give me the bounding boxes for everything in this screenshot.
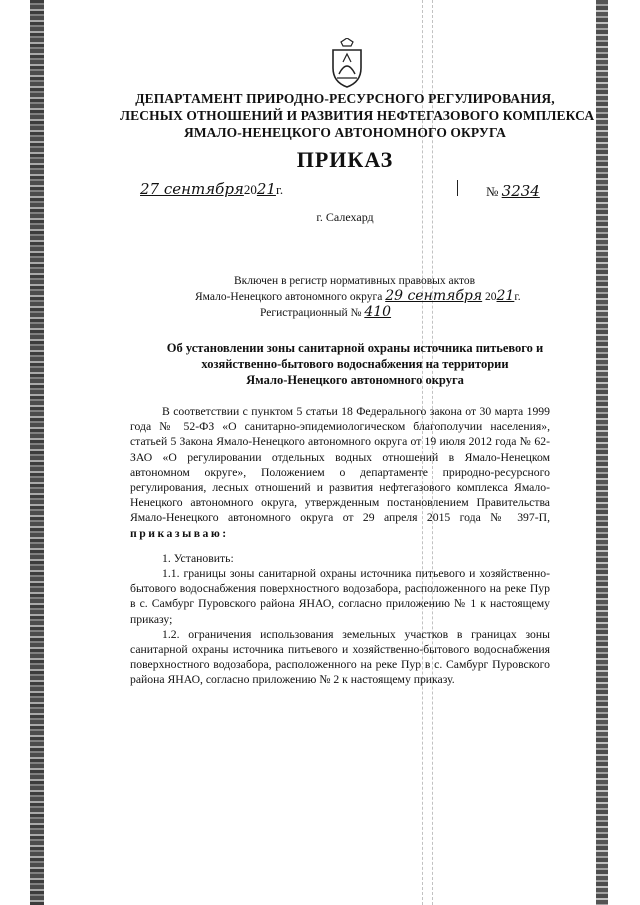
preamble-text: В соответствии с пунктом 5 статьи 18 Федерального закона от 30 марта 1999 года № 52-ФЗ «О санитарно-эпидемиологическом благополучии населения», статьей 5 Закона Ямало-Ненецкого автономного округа от 19 июля 2012 года № 62-ЗАО «О регулировании отдельных водных отношений в Ямало-Ненецком автономном округе», Положением о департаменте природно-ресурсного регулирования, лесных отношений и развития нефтегазового комплекса Ямало-Ненецкого автономного округа, утвержденным постановлением Правительства Ямало-Ненецкого автономного округа от 29 апреля 2015 года № 397-П, bbox=[130, 405, 550, 525]
scan-edge-right bbox=[596, 0, 608, 905]
order-item: 1.2. ограничения использования земельных участков в границах зоны санитарной охраны источника питьевого и хозяйственно-бытового водоснабжения поверхностного водозабора, расположенного на реке Пур в с. Самбург Пуровского района ЯНАО, согласно приложению № 2 к настоящему приказу. bbox=[130, 627, 550, 687]
preamble-paragraph bbox=[130, 404, 550, 541]
coat-of-arms-icon bbox=[327, 38, 367, 88]
department-line: ЯМАЛО-НЕНЕЦКОГО АВТОНОМНОГО ОКРУГА bbox=[183, 125, 507, 140]
registry-line-2-prefix: Ямало-Ненецкого автономного округа bbox=[195, 291, 383, 303]
order-date-year: 21 bbox=[256, 180, 276, 198]
order-item: 1.1. границы зоны санитарной охраны источника питьевого и хозяйственно-бытового водоснабжения поверхностного водозабора, расположенного на реке Пур в с. Самбург Пуровского района ЯНАО, согласно приложению № 1 к настоящему приказу; bbox=[130, 567, 550, 626]
order-number-label: № bbox=[486, 184, 499, 199]
registry-line-2 bbox=[170, 288, 521, 305]
order-date-handwritten: 27 сентября bbox=[140, 180, 244, 198]
order-item: 1. Установить: bbox=[162, 551, 234, 565]
registry-stamp bbox=[170, 274, 521, 321]
registry-date: 29 сентября bbox=[385, 288, 483, 304]
subject-line: Ямало-Ненецкого автономного округа bbox=[246, 373, 464, 387]
registry-year: 21 bbox=[496, 288, 515, 304]
order-date bbox=[140, 180, 283, 198]
margin-mark bbox=[457, 180, 458, 196]
registry-number-label: Регистрационный № bbox=[260, 307, 362, 319]
orders-word: приказываю: bbox=[130, 526, 229, 540]
document-type-title: ПРИКАЗ bbox=[296, 147, 394, 172]
city: г. Салехард bbox=[316, 210, 374, 224]
order-number-value: 3234 bbox=[501, 182, 540, 200]
registry-number: 410 bbox=[364, 304, 392, 320]
department-name bbox=[120, 90, 595, 141]
registry-year-prefix: 20 bbox=[485, 291, 497, 303]
subject-line: Об установлении зоны санитарной охраны источника питьевого и bbox=[166, 341, 544, 355]
registry-line-1: Включен в регистр нормативных правовых актов bbox=[234, 275, 476, 287]
order-number bbox=[486, 182, 540, 200]
order-subject bbox=[150, 340, 560, 388]
scan-edge-left bbox=[30, 0, 44, 905]
order-body bbox=[130, 404, 550, 688]
subject-line: хозяйственно-бытового водоснабжения на территории bbox=[201, 357, 509, 371]
registry-line-3 bbox=[170, 305, 510, 321]
department-line: ЛЕСНЫХ ОТНОШЕНИЙ И РАЗВИТИЯ НЕФТЕГАЗОВОГО КОМПЛЕКСА bbox=[120, 108, 595, 123]
registry-date-suffix: г. bbox=[514, 291, 521, 303]
order-date-year-prefix: 20 bbox=[243, 182, 257, 197]
order-date-suffix: г. bbox=[275, 182, 284, 197]
department-line: ДЕПАРТАМЕНТ ПРИРОДНО-РЕСУРСНОГО РЕГУЛИРОВАНИЯ, bbox=[135, 91, 555, 106]
